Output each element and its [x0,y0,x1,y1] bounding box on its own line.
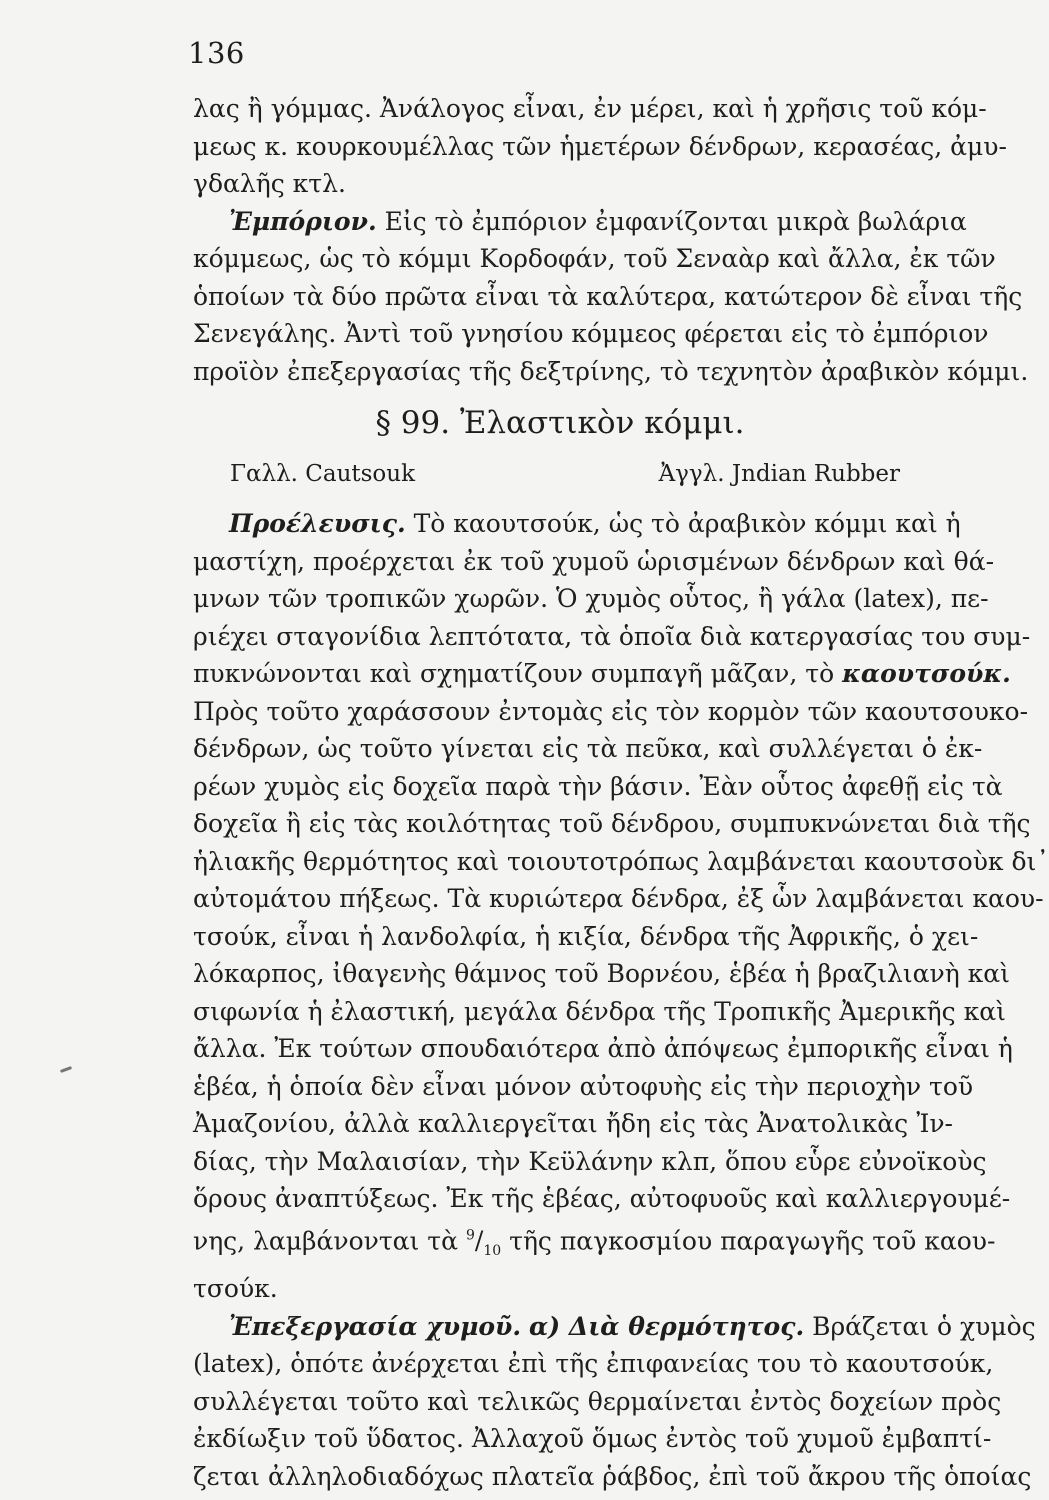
text-line: ἑβέα, ἡ ὁποία δὲν εἶναι μόνον αὐτοφυὴς εἰς τὴν περιοχὴν τοῦ [193,1071,974,1101]
text-line [193,1218,996,1271]
text-line [193,1308,1036,1346]
text-line: Πρὸς τοῦτο χαράσσουν ἐντομὰς εἰς τὸν κορμὸν τῶν καουτσουκο- [193,696,1029,726]
section-heading: § 99. Ἐλαστικὸν κόμμι. [375,405,745,441]
text-line: ἐκδίωξιν τοῦ ὕδατος. Ἀλλαχοῦ ὅμως ἐντὸς τοῦ χυμοῦ ἐμβαπτί- [193,1424,992,1454]
text-line: μαστίχη, προέρχεται ἐκ τοῦ χυμοῦ ὡρισμένων δένδρων καὶ θά- [193,546,995,576]
text-line: αὐτομάτου πήξεως. Τὰ κυριώτερα δένδρα, ἐξ ὧν λαμβάνεται καου- [193,884,1044,913]
text-line: κόμμεως, ὡς τὸ κόμμι Κορδοφάν, τοῦ Σεναὰρ καὶ ἄλλα, ἐκ τῶν [193,244,996,273]
text-line: τσούκ, εἶναι ἡ λανδολφία, ἡ κιξία, δένδρα τῆς Ἀφρικῆς, ὁ χει- [193,921,979,951]
text-line: ἡλιακῆς θερμότητος καὶ τοιουτοτρόπως λαμβάνεται καουτσοὺκ δι᾽ [193,846,1049,876]
text-line: λόκαρπος, ἰθαγενὴς θάμνος τοῦ Βορνέου, ἑβέα ἡ βραζιλιανὴ καὶ [193,959,1010,988]
text-line: ριέχει σταγονίδια λεπτότατα, τὰ ὁποῖα διὰ κατεργασίας του συμ- [193,621,1031,651]
processing-subheading [529,1312,804,1341]
text-line: (latex), ὁπότε ἀνέρχεται ἐπὶ τῆς ἐπιφανείας του τὸ καουτσούκ, [193,1349,994,1379]
french-name: Γαλλ. Cautsouk [230,461,416,487]
body-paragraphs [193,505,1049,1495]
text-line: ζεται ἀλληλοδιαδόχως πλατεῖα ῥάβδος, ἐπὶ τοῦ ἄκρου τῆς ὁποίας [193,1461,1032,1491]
text-line: τσούκ. [193,1274,278,1304]
text-line: μεως κ. κουρκουμέλλας τῶν ἡμετέρων δένδρων, κερασέας, ἀμυ- [193,131,1007,161]
text-line: ἄλλα. Ἐκ τούτων σπουδαιότερα ἀπὸ ἀπόψεως ἐμπορικῆς εἶναι ἡ [193,1034,1013,1063]
text-line: ρέων χυμὸς εἰς δοχεῖα παρὰ τὴν βάσιν. Ἐὰν οὗτος ἀφεθῇ εἰς τὰ [193,771,1003,801]
fraction-denominator: 10 [483,1242,502,1259]
text-span: νης, λαμβάνονται τὰ [193,1225,459,1255]
text-line: ὁποίων τὰ δύο πρῶτα εἶναι τὰ καλύτερα, κατώτερον δὲ εἶναι τῆς [193,281,1023,311]
intro-paragraph [193,90,1029,390]
text-span: τῆς παγκοσμίου παραγωγῆς τοῦ καου- [509,1225,996,1255]
emphasis-term: καουτσούκ. [842,659,1011,688]
text-line: δένδρων, ὡς τοῦτο γίνεται εἰς τὰ πεῦκα, καὶ συλλέγεται ὁ ἐκ- [193,734,983,763]
text-line: μνων τῶν τροπικῶν χωρῶν. Ὁ χυμὸς οὗτος, ἢ γάλα (latex), πε- [193,584,989,613]
processing-heading: Ἐπεξεργασία χυμοῦ. [229,1311,522,1341]
english-name: Ἀγγλ. Jndian Rubber [658,461,900,487]
trade-heading: Ἐμπόριον. [229,206,377,236]
text-line: συλλέγεται τοῦτο καὶ τελικῶς θερμαίνεται ἐντὸς δοχείων πρὸς [193,1386,1002,1416]
page-number: 136 [188,36,245,70]
print-smudge [60,1066,72,1073]
foreign-names [230,461,900,487]
text-line [193,505,961,543]
text-line: δοχεῖα ἢ εἰς τὰς κοιλότητας τοῦ δένδρου, συμπυκνώνεται διὰ τῆς [193,809,1031,838]
text-line: γδαλῆς κτλ. [193,169,346,198]
text-line: ὅρους ἀναπτύξεως. Ἐκ τῆς ἑβέας, αὐτοφυοῦς καὶ καλλιεργουμέ- [193,1184,1011,1213]
fraction-numerator: 9 [465,1227,475,1244]
text-line [193,203,967,241]
text-line: δίας, τὴν Μαλαισίαν, τὴν Κεϋλάνην κλπ, ὅπου εὗρε εὐνοϊκοὺς [193,1146,987,1176]
fraction: $^9/_{10}$ [465,1225,502,1259]
text-line: Ἀμαζονίου, ἀλλὰ καλλιεργεῖται ἤδη εἰς τὰς Ἀνατολικὰς Ἰν- [193,1109,953,1138]
text-line: σιφωνία ἡ ἐλαστική, μεγάλα δένδρα τῆς Τροπικῆς Ἀμερικῆς καὶ [193,996,1006,1026]
text-span: Βράζεται ὁ χυμὸς [812,1311,1036,1341]
text-line [193,655,1011,693]
text-span: Τὸ καουτσούκ, ὡς τὸ ἀραβικὸν κόμμι καὶ ἡ [413,509,961,538]
text-line: λας ἢ γόμμας. Ἀνάλογος εἶναι, ἐν μέρει, καὶ ἡ χρῆσις τοῦ κόμ- [193,94,987,123]
text-span: πυκνώνονται καὶ σχηματίζουν συμπαγῆ μᾶζαν, τὸ [193,659,835,688]
subheading-text: α) Διὰ θερμότητος. [529,1311,805,1341]
text-span: Εἰς τὸ ἐμπόριον ἐμφανίζονται μικρὰ βωλάρια [384,206,967,236]
text-line: Σενεγάλης. Ἀντὶ τοῦ γνησίου κόμμεος φέρεται εἰς τὸ ἐμπόριον [193,319,989,348]
text-line: προϊὸν ἐπεξεργασίας τῆς δεξτρίνης, τὸ τεχνητὸν ἀραβικὸν κόμμι. [193,356,1029,386]
origin-heading: Προέλευσις. [229,509,406,538]
